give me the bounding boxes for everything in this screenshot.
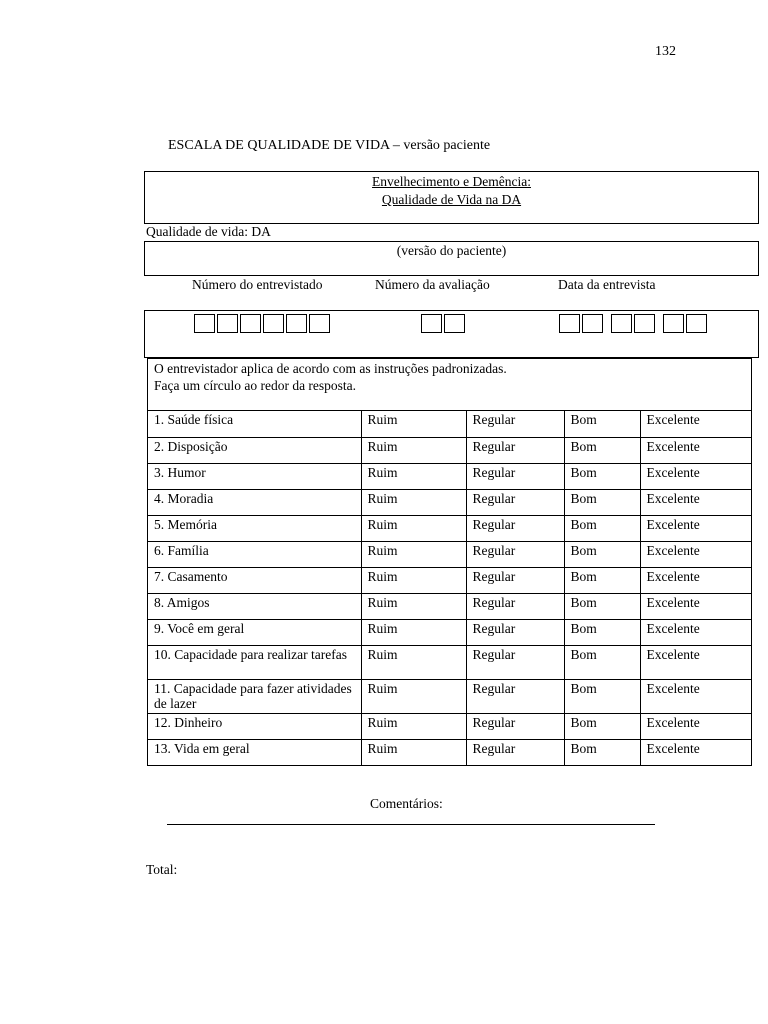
table-row: [148, 593, 751, 619]
interview-date-label: Data da entrevista: [558, 277, 656, 292]
instructions-line-2: Faça um círculo ao redor da resposta.: [154, 378, 357, 393]
total-label: Total:: [146, 862, 178, 877]
digit-cell[interactable]: [444, 314, 465, 333]
rating-option-ruim[interactable]: Ruim: [361, 541, 466, 567]
rating-option-excelente[interactable]: Excelente: [640, 713, 751, 739]
rating-option-regular[interactable]: Regular: [466, 567, 564, 593]
rating-option-bom[interactable]: Bom: [564, 541, 640, 567]
interviewee-number-label: Número do entrevistado: [192, 277, 323, 292]
comments-label: Comentários:: [370, 796, 443, 811]
table-row: [148, 679, 751, 713]
rating-option-bom[interactable]: Bom: [564, 619, 640, 645]
digit-cell[interactable]: [559, 314, 580, 333]
rating-option-ruim[interactable]: Ruim: [361, 567, 466, 593]
item-label: 4. Moradia: [148, 489, 361, 515]
rating-option-excelente[interactable]: Excelente: [640, 411, 751, 437]
questionnaire-table: [147, 358, 752, 766]
digit-cell[interactable]: [611, 314, 632, 333]
evaluation-number-label: Número da avaliação: [375, 277, 490, 292]
table-row: [148, 645, 751, 679]
date-year-field[interactable]: [663, 314, 707, 333]
rating-option-excelente[interactable]: Excelente: [640, 437, 751, 463]
rating-option-regular[interactable]: Regular: [466, 593, 564, 619]
rating-option-excelente[interactable]: Excelente: [640, 619, 751, 645]
item-label: 12. Dinheiro: [148, 713, 361, 739]
instructions: [148, 359, 751, 411]
rating-option-excelente[interactable]: Excelente: [640, 645, 751, 679]
table-row: [148, 489, 751, 515]
rating-option-regular[interactable]: Regular: [466, 541, 564, 567]
item-label: 7. Casamento: [148, 567, 361, 593]
rating-option-excelente[interactable]: Excelente: [640, 463, 751, 489]
rating-option-ruim[interactable]: Ruim: [361, 739, 466, 765]
digit-cell[interactable]: [634, 314, 655, 333]
rating-option-regular[interactable]: Regular: [466, 713, 564, 739]
digit-cell[interactable]: [263, 314, 284, 333]
digit-cell[interactable]: [421, 314, 442, 333]
rating-option-regular[interactable]: Regular: [466, 739, 564, 765]
table-row: [148, 463, 751, 489]
rating-option-bom[interactable]: Bom: [564, 739, 640, 765]
rating-option-bom[interactable]: Bom: [564, 713, 640, 739]
rating-option-excelente[interactable]: Excelente: [640, 739, 751, 765]
rating-option-ruim[interactable]: Ruim: [361, 489, 466, 515]
header-line-1: Envelhecimento e Demência:: [372, 174, 531, 189]
rating-option-ruim[interactable]: Ruim: [361, 437, 466, 463]
item-label: 5. Memória: [148, 515, 361, 541]
rating-option-ruim[interactable]: Ruim: [361, 713, 466, 739]
item-label: 10. Capacidade para realizar tarefas: [148, 645, 361, 679]
date-day-field[interactable]: [559, 314, 603, 333]
item-label: 1. Saúde física: [154, 412, 234, 427]
item-label: 11. Capacidade para fazer atividades de lazer: [148, 679, 361, 713]
rating-option-regular[interactable]: Regular: [466, 515, 564, 541]
item-label: 2. Disposição: [148, 437, 361, 463]
digit-cell[interactable]: [686, 314, 707, 333]
rating-option-ruim[interactable]: Ruim: [361, 645, 466, 679]
version-label: (versão do paciente): [396, 243, 507, 258]
rating-option-excelente[interactable]: Excelente: [640, 489, 751, 515]
instructions-line-1: O entrevistador aplica de acordo com as instruções padronizadas.: [154, 361, 507, 376]
rating-option-bom[interactable]: Bom: [564, 437, 640, 463]
table-row: [148, 515, 751, 541]
date-month-field[interactable]: [611, 314, 655, 333]
rating-option-regular[interactable]: Regular: [466, 489, 564, 515]
rating-option-ruim[interactable]: Ruim: [361, 679, 466, 713]
rating-option-regular[interactable]: Regular: [466, 645, 564, 679]
page-number: 132: [655, 44, 676, 59]
rating-option-ruim[interactable]: Ruim: [361, 463, 466, 489]
table-row: [148, 437, 751, 463]
header-box: [144, 171, 759, 224]
rating-option-excelente[interactable]: Excelente: [640, 541, 751, 567]
rating-option-regular[interactable]: Regular: [466, 437, 564, 463]
rating-option-regular[interactable]: Regular: [466, 679, 564, 713]
document-title: ESCALA DE QUALIDADE DE VIDA – versão paciente: [168, 138, 491, 153]
evaluation-number-field[interactable]: [421, 314, 465, 333]
table-row: [148, 619, 751, 645]
rating-option-excelente[interactable]: Excelente: [640, 593, 751, 619]
rating-option-bom[interactable]: Bom: [564, 679, 640, 713]
rating-table: [148, 411, 751, 765]
rating-option-excelente[interactable]: Excelente: [640, 515, 751, 541]
interviewee-number-field[interactable]: [194, 314, 330, 333]
rating-option-bom[interactable]: Bom: [564, 515, 640, 541]
rating-option-ruim[interactable]: Ruim: [361, 411, 466, 437]
digit-cell[interactable]: [286, 314, 307, 333]
rating-option-regular[interactable]: Regular: [466, 463, 564, 489]
table-row: [148, 541, 751, 567]
rating-option-bom[interactable]: Bom: [564, 645, 640, 679]
table-row: [148, 411, 751, 437]
table-row: [148, 739, 751, 765]
rating-option-bom[interactable]: Bom: [564, 463, 640, 489]
table-row: [148, 567, 751, 593]
item-label: 3. Humor: [148, 463, 361, 489]
digit-cell[interactable]: [582, 314, 603, 333]
rating-option-regular[interactable]: Regular: [466, 411, 564, 437]
rating-option-ruim[interactable]: Ruim: [361, 593, 466, 619]
item-label: 13. Vida em geral: [148, 739, 361, 765]
digit-cell[interactable]: [240, 314, 261, 333]
rating-option-ruim[interactable]: Ruim: [361, 619, 466, 645]
digit-cell[interactable]: [194, 314, 215, 333]
quality-of-life-label: Qualidade de vida: DA: [146, 224, 271, 239]
digit-cell[interactable]: [309, 314, 330, 333]
digit-cell[interactable]: [663, 314, 684, 333]
rating-option-bom[interactable]: Bom: [564, 411, 640, 437]
table-row: [148, 713, 751, 739]
rating-option-bom[interactable]: Bom: [564, 593, 640, 619]
rating-option-ruim[interactable]: Ruim: [361, 515, 466, 541]
rating-option-excelente[interactable]: Excelente: [640, 679, 751, 713]
header-line-2: Qualidade de Vida na DA: [381, 192, 522, 207]
digit-cell[interactable]: [217, 314, 238, 333]
version-box: [144, 241, 759, 276]
rating-option-bom[interactable]: Bom: [564, 567, 640, 593]
item-label: 6. Família: [148, 541, 361, 567]
rating-option-regular[interactable]: Regular: [466, 619, 564, 645]
id-fields-box: [144, 310, 759, 358]
rating-option-bom[interactable]: Bom: [564, 489, 640, 515]
rating-option-excelente[interactable]: Excelente: [640, 567, 751, 593]
item-label: 9. Você em geral: [148, 619, 361, 645]
item-label: 8. Amigos: [148, 593, 361, 619]
comments-line[interactable]: [167, 824, 655, 825]
